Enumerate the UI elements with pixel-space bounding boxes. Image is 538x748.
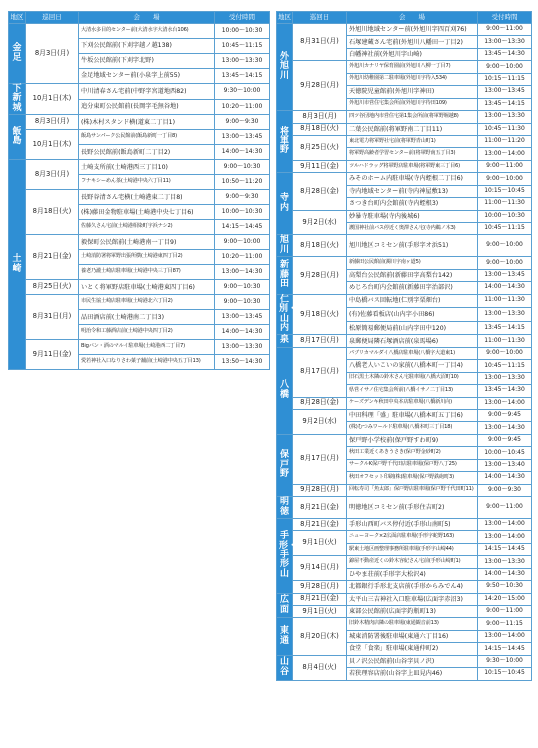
table-row — [277, 606, 532, 618]
venue-cell: いとく将軍野店駐車場(土崎港東四丁目6) — [79, 280, 215, 295]
reception-time-cell: 13:00〜14:00 — [478, 531, 532, 543]
reception-time-cell: 14:00〜14:30 — [478, 472, 532, 484]
visit-date-cell: 8月25日(火) — [26, 280, 79, 295]
header-place: 会 場 — [79, 12, 215, 24]
visit-date-cell: 8月18日(火) — [293, 123, 347, 135]
venue-cell: (株)木村スタンド横(道東二丁目1) — [79, 115, 215, 130]
reception-time-cell: 13:00〜14:00 — [478, 630, 532, 642]
table-row — [277, 335, 532, 347]
header-date: 巡回日 — [26, 12, 79, 24]
venue-cell: 中田科理「盛」駐車場(八橋本町五丁目6) — [347, 410, 478, 422]
venue-cell: 旧鈴木精肉店隣の駐車場(東通観音前13) — [347, 618, 478, 630]
visit-date-cell: 8月3日(月) — [26, 115, 79, 130]
visit-date-cell: 8月3日(月) — [293, 111, 347, 123]
venue-cell: パブリカマルダイ八橋店駐車場(八橋字大道東1) — [347, 347, 478, 359]
venue-cell: 追分東町公民館前(長岡字毛無谷地) — [79, 99, 215, 115]
venue-cell: 泉郵便局隣石塚酒店前(泉馬場6) — [347, 335, 478, 347]
reception-time-cell: 13:00〜13:30 — [478, 308, 532, 322]
visit-date-cell: 9月14日(月) — [293, 556, 347, 581]
reception-time-cell: 13:45〜14:30 — [478, 385, 532, 397]
visit-date-cell: 8月28日(金) — [293, 173, 347, 210]
venue-cell: 市民生協土崎店駐車場(土崎港北六丁目2) — [79, 295, 215, 310]
venue-cell: ケーズデンキ秋田中央本店駐車場(八橋新川向) — [347, 397, 478, 409]
reception-time-cell: 13:00〜13:30 — [478, 372, 532, 384]
reception-time-cell: 9:00〜10:00 — [478, 347, 532, 359]
reception-time-cell: 13:00〜13:30 — [478, 36, 532, 48]
table-row — [9, 84, 270, 100]
visit-date-cell: 9月11日(金) — [26, 340, 79, 370]
table-row — [277, 655, 532, 667]
venue-cell: 石塚建蔵さん宅前(外旭川八幡田一丁目2) — [347, 36, 478, 48]
venue-cell: (株)藤田金物駐車場(土崎港中央七丁目6) — [79, 205, 215, 220]
visit-date-cell: 8月31日(月) — [26, 295, 79, 340]
header-time: 受付時間 — [478, 12, 532, 24]
venue-cell: サークルK保戸野千代田店駐車場(保戸野八丁25) — [347, 459, 478, 471]
reception-time-cell: 13:00〜13:30 — [478, 111, 532, 123]
reception-time-cell: 13:00〜13:30 — [478, 556, 532, 568]
reception-time-cell: 13:45〜14:30 — [478, 48, 532, 60]
area-name-cell: 将軍野 — [277, 111, 293, 173]
reception-time-cell: 9:00〜9:45 — [478, 434, 532, 446]
area-name-cell: 下新城 — [9, 84, 26, 115]
table-row — [277, 531, 532, 543]
table-row — [277, 518, 532, 530]
reception-time-cell: 14:00〜14:30 — [478, 568, 532, 580]
visit-date-cell: 9月28日(月) — [293, 581, 347, 593]
visit-date-cell: 9月28日(月) — [293, 61, 347, 111]
visit-date-cell: 9月28日(月) — [293, 484, 347, 496]
reception-time-cell: 10:20〜11:00 — [215, 250, 270, 265]
reception-time-cell: 13:45〜14:15 — [478, 98, 532, 110]
reception-time-cell: 13:00〜14:30 — [215, 265, 270, 280]
reception-time-cell: 13:00〜14:30 — [478, 422, 532, 434]
reception-time-cell: 10:00〜10:30 — [478, 210, 532, 222]
area-name-cell: 寺内 — [277, 173, 293, 235]
venue-cell: 若狭理容店前(山谷字上皿見内46) — [347, 668, 478, 680]
reception-time-cell: 9:50〜10:30 — [478, 581, 532, 593]
reception-time-cell: 10:00〜10:30 — [215, 24, 270, 39]
table-row — [277, 61, 532, 73]
venue-cell: 東部公民館前(広面字釣瓶町13) — [347, 606, 478, 618]
reception-time-cell: 13:00〜13:45 — [478, 86, 532, 98]
table-row — [277, 434, 532, 446]
table-row — [9, 295, 270, 310]
reception-time-cell: 9:00〜10:30 — [215, 160, 270, 175]
reception-time-cell: 10:15〜10:45 — [478, 668, 532, 680]
venue-cell: 将軍野高齢者学習センター前(将軍野南五丁目3) — [347, 148, 478, 160]
venue-cell: 外旭川市営住宅集会所前(外旭川字待田109) — [347, 98, 478, 110]
visit-date-cell: 8月21日(金) — [293, 518, 347, 530]
table-row — [277, 24, 532, 36]
table-row — [277, 618, 532, 630]
table-row — [277, 397, 532, 409]
area-name-cell: 明徳 — [277, 497, 293, 519]
header-area: 地区 — [9, 12, 26, 24]
visit-date-cell: 8月25日(火) — [293, 135, 347, 160]
visit-date-cell: 9月11日(金) — [293, 160, 347, 172]
table-row — [277, 135, 532, 147]
reception-time-cell: 13:00〜13:45 — [478, 269, 532, 281]
visit-date-cell: 8月21日(金) — [293, 497, 347, 519]
venue-cell: 四ツ谷団地内市営住宅第1集会所前(将軍野堰越8) — [347, 111, 478, 123]
venue-cell: ニューヨーク×2広面店駐車場(手形字蛇野163) — [347, 531, 478, 543]
table-row — [277, 556, 532, 568]
table-row — [277, 484, 532, 496]
visit-date-cell: 8月17日(月) — [293, 434, 347, 484]
venue-cell: 食堂「食楽」駐車場(東通仲町2) — [347, 643, 478, 655]
reception-time-cell: 9:00〜10:00 — [478, 61, 532, 73]
reception-time-cell: 9:00〜10:30 — [215, 280, 270, 295]
reception-time-cell: 9:30〜10:00 — [478, 655, 532, 667]
venue-cell: (有)佐藤看板店(山内字小田86) — [347, 308, 478, 322]
table-row — [9, 340, 270, 355]
reception-time-cell: 13:45〜14:15 — [478, 321, 532, 335]
reception-time-cell: 9:00〜10:30 — [215, 295, 270, 310]
reception-time-cell: 10:20〜11:00 — [215, 99, 270, 115]
reception-time-cell: 14:00〜14:30 — [215, 145, 270, 160]
reception-time-cell: 9:00〜9:30 — [215, 190, 270, 205]
reception-time-cell: 9:00〜11:00 — [478, 497, 532, 519]
header-row — [9, 12, 270, 24]
area-name-cell: 山谷 — [277, 655, 293, 680]
reception-time-cell: 10:15〜11:15 — [478, 73, 532, 85]
venue-cell: 長野谷清さん宅横(土崎港東二丁目8) — [79, 190, 215, 205]
venue-cell: 愛若神社入口なりさわ菓子舗前(土崎港中央五丁目13) — [79, 355, 215, 370]
reception-time-cell: 13:50〜14:30 — [215, 355, 270, 370]
visit-date-cell: 8月21日(金) — [293, 593, 347, 605]
header-row — [277, 12, 532, 24]
table-row — [9, 24, 270, 39]
venue-cell: 下刈公民館前(下刈字越ノ越138) — [79, 39, 215, 54]
venue-cell: (株)むつみワールド駐車場(八橋本町三丁目18) — [347, 422, 478, 434]
reception-time-cell: 11:00〜11:30 — [478, 198, 532, 210]
table-row — [277, 347, 532, 359]
reception-time-cell: 10:45〜11:15 — [478, 360, 532, 372]
visit-date-cell: 8月4日(火) — [293, 655, 347, 680]
venue-cell: めじろ台町内会館前(新藤田字治部沢) — [347, 282, 478, 294]
venue-cell: 護国神社前バス停近く奥澤さん宅(寺内鵜ノ木3) — [347, 223, 478, 235]
table-row — [9, 190, 270, 205]
reception-time-cell: 14:15〜14:45 — [215, 220, 270, 235]
area-name-cell: 広面 — [277, 593, 293, 618]
venue-cell: 土崎支所前(土崎港西三丁目10) — [79, 160, 215, 175]
reception-time-cell: 13:00〜13:30 — [215, 54, 270, 69]
visit-date-cell: 8月17日(月) — [293, 335, 347, 347]
reception-time-cell: 13:00〜13:45 — [215, 130, 270, 145]
venue-cell: 高梨台公民館前(新藤田字高梨台142) — [347, 269, 478, 281]
visit-date-cell: 8月21日(金) — [26, 235, 79, 280]
reception-time-cell: 13:00〜14:00 — [478, 148, 532, 160]
venue-cell: ツルハドラッグ将軍野店駐車場(将軍野東三丁目6) — [347, 160, 478, 172]
venue-cell: 保戸野小学校前(保戸野すわ町9) — [347, 434, 478, 446]
table-row — [277, 581, 532, 593]
venue-cell: 養老乃瀧土崎店駐車場(土崎港中央三丁目87) — [79, 265, 215, 280]
header-time: 受付時間 — [215, 12, 270, 24]
venue-cell: 土崎消防署将軍野出張所横(土崎港東四丁目2) — [79, 250, 215, 265]
venue-cell: 太平山三吉神社入口駐車場(広面字赤沼3) — [347, 593, 478, 605]
table-row — [9, 130, 270, 145]
area-name-cell: 土崎 — [9, 160, 26, 370]
reception-time-cell: 10:45〜11:15 — [215, 39, 270, 54]
schedule-table-left — [8, 11, 270, 370]
visit-date-cell: 10月1日(木) — [26, 130, 79, 160]
venue-cell: 牛坂公民館前(下刈字北野) — [79, 54, 215, 69]
reception-time-cell: 11:00〜11:30 — [478, 335, 532, 347]
table-row — [277, 593, 532, 605]
area-name-cell: 東通 — [277, 618, 293, 655]
area-name-cell: 外旭川 — [277, 24, 293, 111]
reception-time-cell: 9:30〜10:00 — [215, 84, 270, 100]
venue-cell: 旧石黒土木隣の鈴木さん宅駐車場(八橋大沼町10) — [347, 372, 478, 384]
venue-cell: 飯島サンパーク公民館前(飯島新町一丁目8) — [79, 130, 215, 145]
venue-cell: 駅東土地区画整理事務所駐車場(手形字山崎44) — [347, 543, 478, 555]
reception-time-cell: 10:00〜10:45 — [478, 447, 532, 459]
venue-cell: 二葉公民館前(将軍野南二丁目11) — [347, 123, 478, 135]
area-name-cell: 保戸野 — [277, 434, 293, 496]
reception-time-cell: 13:00〜14:00 — [478, 397, 532, 409]
venue-cell: 城東消防署後駐車場(東通六丁目16) — [347, 630, 478, 642]
venue-cell: 新藤田公民館前(濁川字南ヶ道5) — [347, 257, 478, 269]
venue-cell: みそのホーム内駐車場(寺内蛭根二丁目6) — [347, 173, 478, 185]
venue-cell: 県営イサノ住宅集会所前(八橋イサノ二丁目13) — [347, 385, 478, 397]
venue-cell: 旭川地区コミセン前(手形字オ浜51) — [347, 235, 478, 257]
venue-cell: 佐藤久さん宅前(土崎港相染町字浜ナシ2) — [79, 220, 215, 235]
venue-cell: 明治令和工藤酒店前(土崎港中央四丁目2) — [79, 325, 215, 340]
reception-time-cell: 9:00〜11:00 — [478, 24, 532, 36]
reception-time-cell: 9:00〜11:00 — [478, 160, 532, 172]
venue-cell: 回転寿司「魚太郎」保戸野店駐車場(保戸野千代田町11) — [347, 484, 478, 496]
reception-time-cell: 14:20〜15:00 — [478, 593, 532, 605]
venue-cell: 外旭川カナリヤ保育園前(外旭川八柳一丁目7) — [347, 61, 478, 73]
reception-time-cell: 10:45〜11:30 — [478, 123, 532, 135]
visit-date-cell: 8月31日(月) — [293, 24, 347, 61]
visit-date-cell: 9月1日(火) — [293, 606, 347, 618]
venue-cell: さつき台町内会館前(寺内蛭根3) — [347, 198, 478, 210]
table-row — [9, 280, 270, 295]
venue-cell: 松原簡易郵便局前(山内字田中120) — [347, 321, 478, 335]
area-name-cell: 八橋 — [277, 347, 293, 434]
table-row — [277, 123, 532, 135]
reception-time-cell: 9:00〜11:15 — [478, 618, 532, 630]
venue-cell: Bigバン・酒のマルイ駐車場(土崎港西二丁目7) — [79, 340, 215, 355]
visit-date-cell: 9月2日(水) — [293, 410, 347, 435]
venue-cell: 寺内地域センター前(寺内神屋敷13) — [347, 185, 478, 197]
area-name-cell: 飯島 — [9, 115, 26, 160]
reception-time-cell: 13:00〜13:40 — [478, 459, 532, 471]
venue-cell: 外旭川地域センター前(外旭川字四百刈76) — [347, 24, 478, 36]
visit-date-cell: 10月1日(木) — [26, 84, 79, 115]
reception-time-cell: 14:00〜14:30 — [478, 282, 532, 294]
venue-cell: 品田酒店前(土崎港南二丁目3) — [79, 310, 215, 325]
venue-cell: フナキシーめん茶(土崎港中央六丁目11) — [79, 175, 215, 190]
table-row — [277, 111, 532, 123]
visit-date-cell: 8月28日(金) — [293, 397, 347, 409]
table-row — [277, 497, 532, 519]
reception-time-cell: 13:00〜14:00 — [478, 518, 532, 530]
reception-time-cell: 9:00〜11:00 — [478, 606, 532, 618]
reception-time-cell: 11:00〜11:30 — [478, 294, 532, 308]
reception-time-cell: 14:00〜14:30 — [215, 325, 270, 340]
venue-cell: 八橋老人いこいの家前(八橋本町一丁目4) — [347, 360, 478, 372]
visit-date-cell: 8月20日(木) — [293, 618, 347, 655]
venue-cell: 手形山西町バス停付近(手形山南町5) — [347, 518, 478, 530]
visit-date-cell: 9月2日(水) — [293, 210, 347, 235]
venue-cell: 外旭川幼稚園第二駐車場(外旭川字待入534) — [347, 73, 478, 85]
venue-cell: 錦屋不動産近くの鈴木容紀さん宅前(手形山崎町1) — [347, 556, 478, 568]
table-row — [277, 257, 532, 269]
reception-time-cell: 14:15〜14:45 — [478, 643, 532, 655]
reception-time-cell: 10:00〜10:30 — [215, 205, 270, 220]
area-name-cell: 旭川 — [277, 235, 293, 257]
area-name-cell: 泉 — [277, 335, 293, 347]
reception-time-cell: 13:45〜14:15 — [215, 69, 270, 84]
venue-cell: 長野公民館前(飯島新町二丁目2) — [79, 145, 215, 160]
table-row — [277, 210, 532, 222]
reception-time-cell: 10:15〜10:45 — [478, 185, 532, 197]
visit-date-cell: 8月3日(月) — [26, 24, 79, 84]
header-place: 会 場 — [347, 12, 478, 24]
venue-cell: 大清水多目的センター前(大清水字大清水台106) — [79, 24, 215, 39]
area-name-cell: 手形・手形山 — [277, 518, 293, 593]
venue-cell: 毅保町公民館前(土崎港南一丁目9) — [79, 235, 215, 250]
venue-cell: 貝ノ沢公民館前(山谷字貝ノ沢) — [347, 655, 478, 667]
reception-time-cell: 13:00〜13:30 — [215, 340, 270, 355]
schedule-table-right — [276, 11, 532, 681]
header-date: 巡回日 — [293, 12, 347, 24]
venue-cell: 明徳地区コミセン前(手形住吉町2) — [347, 497, 478, 519]
reception-time-cell: 9:00〜9:30 — [215, 115, 270, 130]
table-row — [277, 410, 532, 422]
reception-time-cell: 14:15〜14:45 — [478, 543, 532, 555]
area-name-cell: 金足 — [9, 24, 26, 84]
venue-cell: 中島橋バス回転地(仁別字栗畑台) — [347, 294, 478, 308]
visit-date-cell: 8月17日(月) — [293, 347, 347, 397]
visit-date-cell: 8月3日(月) — [26, 160, 79, 190]
venue-cell: 天徳院児童館前(外旭川字神田) — [347, 86, 478, 98]
table-row — [9, 235, 270, 250]
reception-time-cell: 13:00〜13:45 — [215, 310, 270, 325]
venue-cell: 中川清春さん宅前(中野字宮道地西82) — [79, 84, 215, 100]
table-row — [9, 160, 270, 175]
area-name-cell: 仁別・山内 — [277, 294, 293, 335]
table-row — [277, 173, 532, 185]
reception-time-cell: 10:45〜11:15 — [478, 223, 532, 235]
header-area: 地区 — [277, 12, 293, 24]
area-name-cell: 新藤田 — [277, 257, 293, 294]
venue-cell: 白幡神社前(外旭川字山崎) — [347, 48, 478, 60]
reception-time-cell: 9:00〜9:30 — [478, 484, 532, 496]
table-row — [277, 235, 532, 257]
reception-time-cell: 9:00〜10:00 — [478, 257, 532, 269]
venue-cell: ひやま荘前(手形字大松沢4) — [347, 568, 478, 580]
visit-date-cell: 9月1日(火) — [293, 531, 347, 556]
venue-cell: 北都銀行手形北支店前(手形からみでん4) — [347, 581, 478, 593]
venue-cell: 秋田オフセット印刷(株)駐車場(保戸野鉄砲町3) — [347, 472, 478, 484]
venue-cell: 秋田工業近くあきうさき(保戸野金砂町2) — [347, 447, 478, 459]
table-row — [9, 115, 270, 130]
visit-date-cell: 8月18日(火) — [293, 235, 347, 257]
visit-date-cell: 9月18日(火) — [293, 294, 347, 335]
table-row — [277, 294, 532, 308]
reception-time-cell: 9:00〜10:00 — [478, 173, 532, 185]
visit-date-cell: 9月28日(月) — [293, 257, 347, 294]
venue-cell: 東北電力将軍野社宅前(将軍野青山町1) — [347, 135, 478, 147]
reception-time-cell: 9:00〜10:00 — [478, 235, 532, 257]
reception-time-cell: 9:00〜9:45 — [478, 410, 532, 422]
venue-cell: 金足地域センター前(小泉字上前55) — [79, 69, 215, 84]
table-row — [277, 160, 532, 172]
visit-date-cell: 8月18日(火) — [26, 190, 79, 235]
reception-time-cell: 10:50〜11:20 — [215, 175, 270, 190]
reception-time-cell: 11:00〜11:20 — [478, 135, 532, 147]
venue-cell: 妙暴寺駐車場(寺内後城6) — [347, 210, 478, 222]
reception-time-cell: 9:00〜10:00 — [215, 235, 270, 250]
